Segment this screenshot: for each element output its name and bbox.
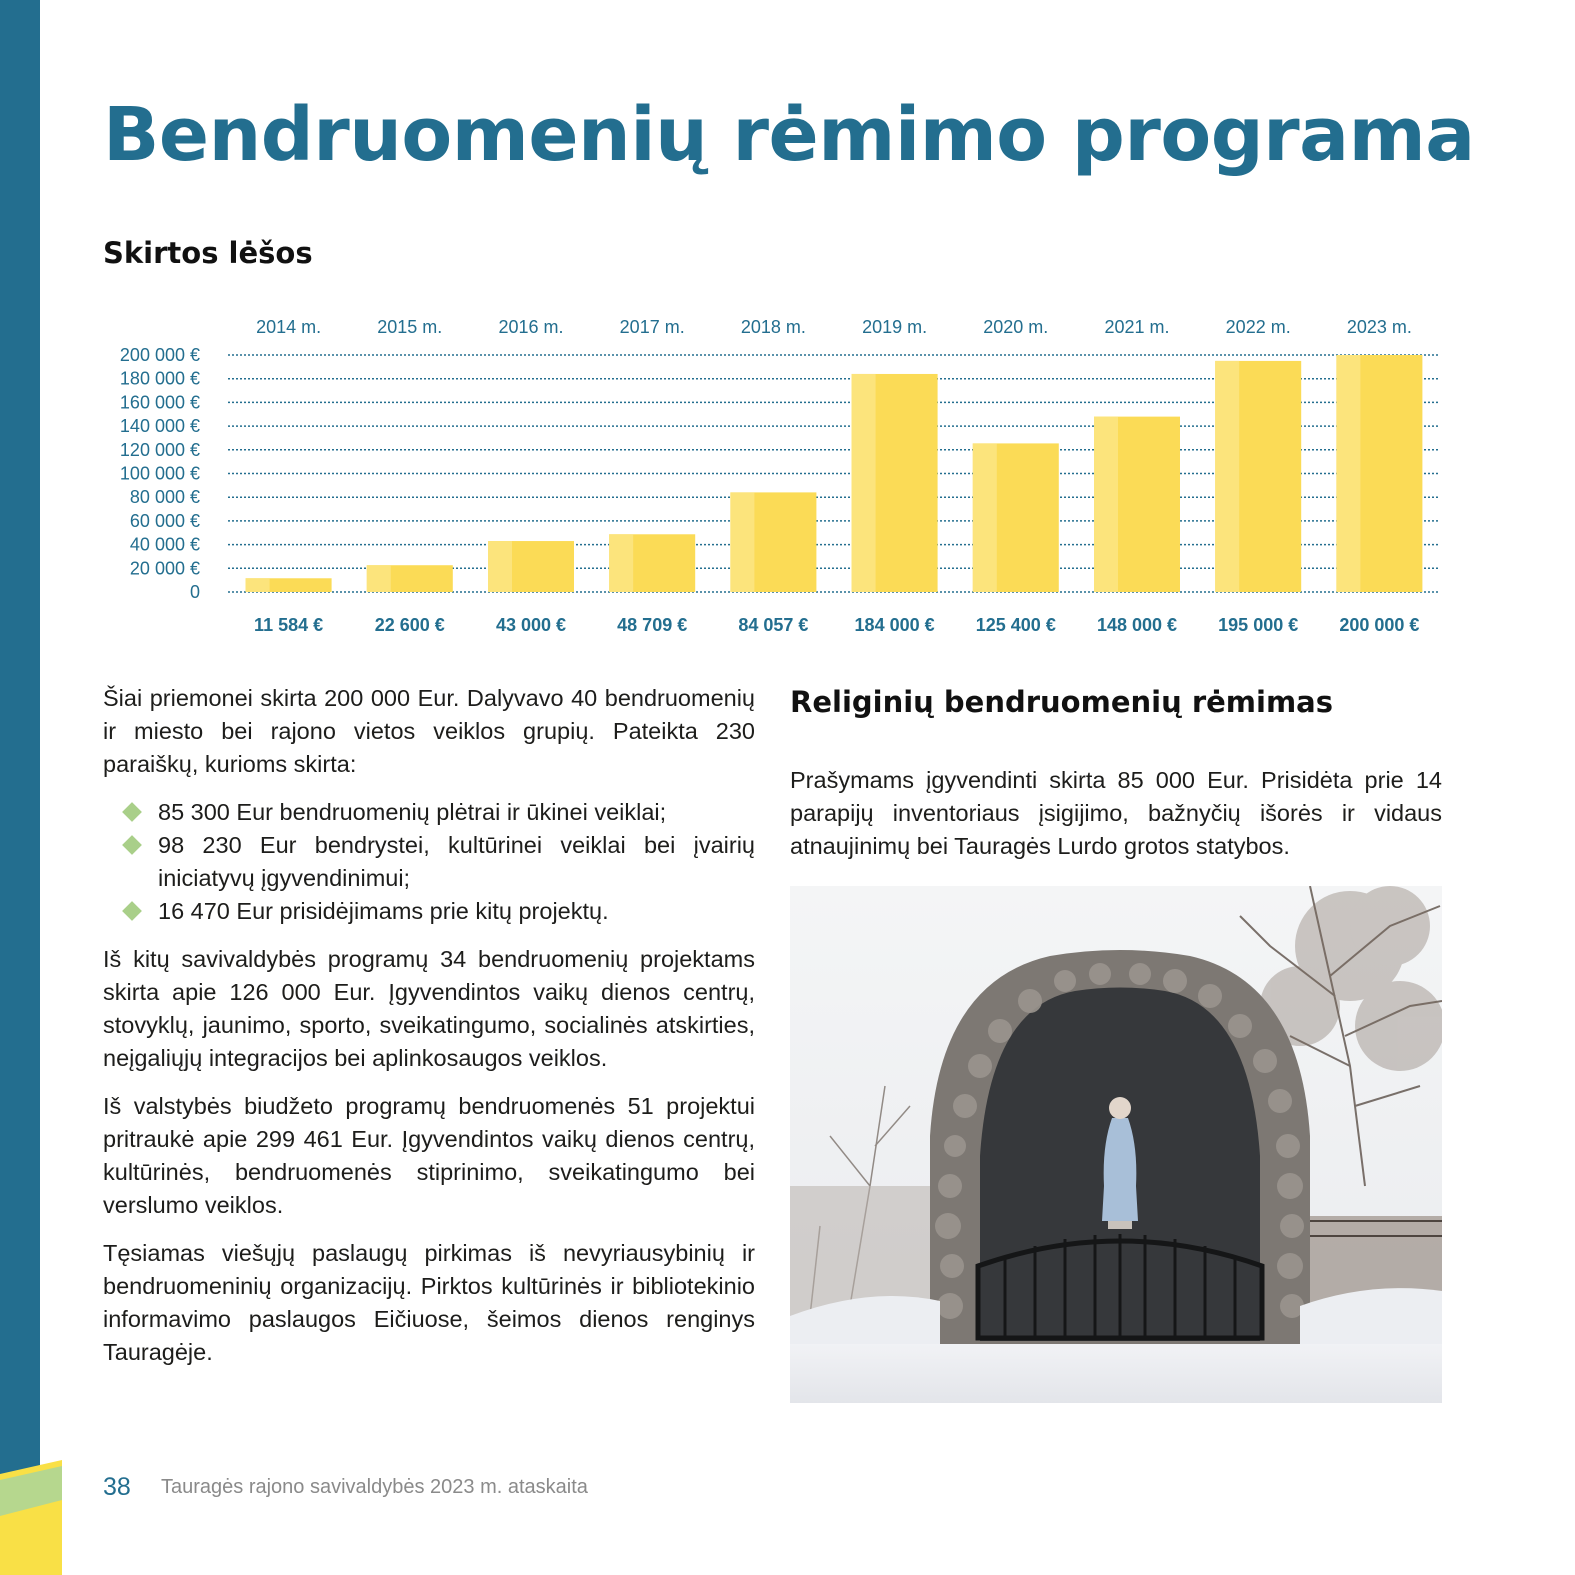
value-label: 200 000 €: [1339, 615, 1420, 635]
value-label: 125 400 €: [975, 615, 1056, 635]
paragraph-public-services: Tęsiamas viešųjų paslaugų pirkimas iš nevyriausybinių ir bendruomeninių organizacijų. Pirktos kultūrinės ir bibliotekinio informavimo paslaugos Eičiuose, šeimos dienos renginys Tauragėje.: [103, 1240, 755, 1365]
category-label: 2015 m.: [377, 317, 443, 337]
y-tick-label: 160 000 €: [119, 392, 200, 413]
side-color-band: [0, 0, 40, 1575]
value-label: 195 000 €: [1218, 615, 1299, 635]
category-label: 2023 m.: [1346, 317, 1412, 337]
funding-bar-chart: [100, 305, 1445, 645]
section-heading-religious: Religinių bendruomenių rėmimas: [790, 685, 1333, 719]
y-tick-label: 60 000 €: [129, 510, 200, 531]
bar-highlight: [1215, 361, 1239, 592]
diamond-bullet-icon: [122, 835, 142, 855]
value-label: 48 709 €: [617, 615, 688, 635]
y-tick-label: 180 000 €: [119, 368, 200, 389]
y-tick-label: 100 000 €: [119, 463, 200, 484]
value-label: 22 600 €: [374, 615, 445, 635]
y-tick-label: 0: [189, 582, 200, 602]
chart-title: Skirtos lėšos: [103, 236, 313, 270]
allocation-list: [103, 796, 755, 928]
diamond-bullet-icon: [122, 901, 142, 921]
value-label: 11 584 €: [254, 615, 324, 635]
corner-decoration: [0, 1460, 62, 1575]
bar-highlight: [852, 374, 876, 592]
category-label: 2014 m.: [256, 317, 322, 337]
category-label: 2016 m.: [498, 317, 564, 337]
y-tick-label: 120 000 €: [119, 439, 200, 460]
y-tick-label: 20 000 €: [129, 558, 200, 579]
bar-highlight: [973, 443, 997, 592]
bar-highlight: [488, 541, 512, 592]
bar-highlight: [1336, 355, 1360, 592]
y-tick-label: 140 000 €: [119, 416, 200, 437]
y-tick-label: 80 000 €: [129, 487, 200, 508]
grotto-photo: [790, 886, 1442, 1403]
value-label: 148 000 €: [1096, 615, 1178, 635]
list-item: 85 300 Eur bendruomenių plėtrai ir ūkinei veiklai;: [103, 796, 755, 829]
category-label: 2018 m.: [740, 317, 806, 337]
category-label: 2021 m.: [1104, 317, 1170, 337]
bar-highlight: [246, 578, 270, 592]
value-label: 184 000 €: [854, 615, 935, 635]
list-item: 16 470 Eur prisidėjimams prie kitų projektų.: [103, 895, 755, 928]
y-tick-label: 200 000 €: [119, 345, 200, 365]
right-column: [790, 682, 1442, 878]
category-label: 2019 m.: [862, 317, 928, 337]
bar-highlight: [730, 492, 754, 592]
bar-highlight: [367, 565, 391, 592]
bar-highlight: [1094, 417, 1118, 592]
value-label: 43 000 €: [495, 615, 567, 635]
footer-text: Tauragės rajono savivaldybės 2023 m. ataskaita: [161, 1476, 588, 1498]
page-number: 38: [103, 1473, 131, 1501]
list-item: 98 230 Eur bendrystei, kultūrinei veiklai bei įvairių iniciatyvų įgyvendinimui;: [103, 829, 755, 895]
paragraph-municipal-programs: Iš kitų savivaldybės programų 34 bendruomenių projektams skirta apie 126 000 Eur. Įgyvendintos vaikų dienos centrų, stovyklų, jaunimo, sporto, sveikatingumo, socialinės atskirties, neįgaliųjų integracijos bei aplinkosaugos veiklos.: [103, 946, 755, 1071]
y-tick-label: 40 000 €: [129, 534, 200, 555]
bar-highlight: [609, 534, 633, 592]
intro-paragraph: Šiai priemonei skirta 200 000 Eur. Dalyvavo 40 bendruomenių ir miesto bei rajono vietos veiklos grupių. Pateikta 230 paraiškų, kurioms skirta:: [103, 685, 755, 777]
category-label: 2017 m.: [619, 317, 685, 337]
value-label: 84 057 €: [738, 615, 809, 635]
category-label: 2022 m.: [1225, 317, 1291, 337]
diamond-bullet-icon: [122, 802, 142, 822]
paragraph-state-budget: Iš valstybės biudžeto programų bendruomenės 51 projektui pritraukė apie 299 461 Eur. Įgyvendintos vaikų dienos centrų, kultūrinės, bendruomenės stiprinimo, sveikatingumo bei verslumo veiklos.: [103, 1093, 755, 1218]
category-label: 2020 m.: [983, 317, 1049, 337]
religious-paragraph: Prašymams įgyvendinti skirta 85 000 Eur. Prisidėta prie 14 parapijų inventoriaus įsigijimo, bažnyčių išorės ir vidaus atnaujinimų bei Tauragės Lurdo grotos statybos.: [790, 767, 1442, 859]
page-title: Bendruomenių rėmimo programa: [103, 92, 1475, 178]
left-column: [103, 682, 755, 1384]
